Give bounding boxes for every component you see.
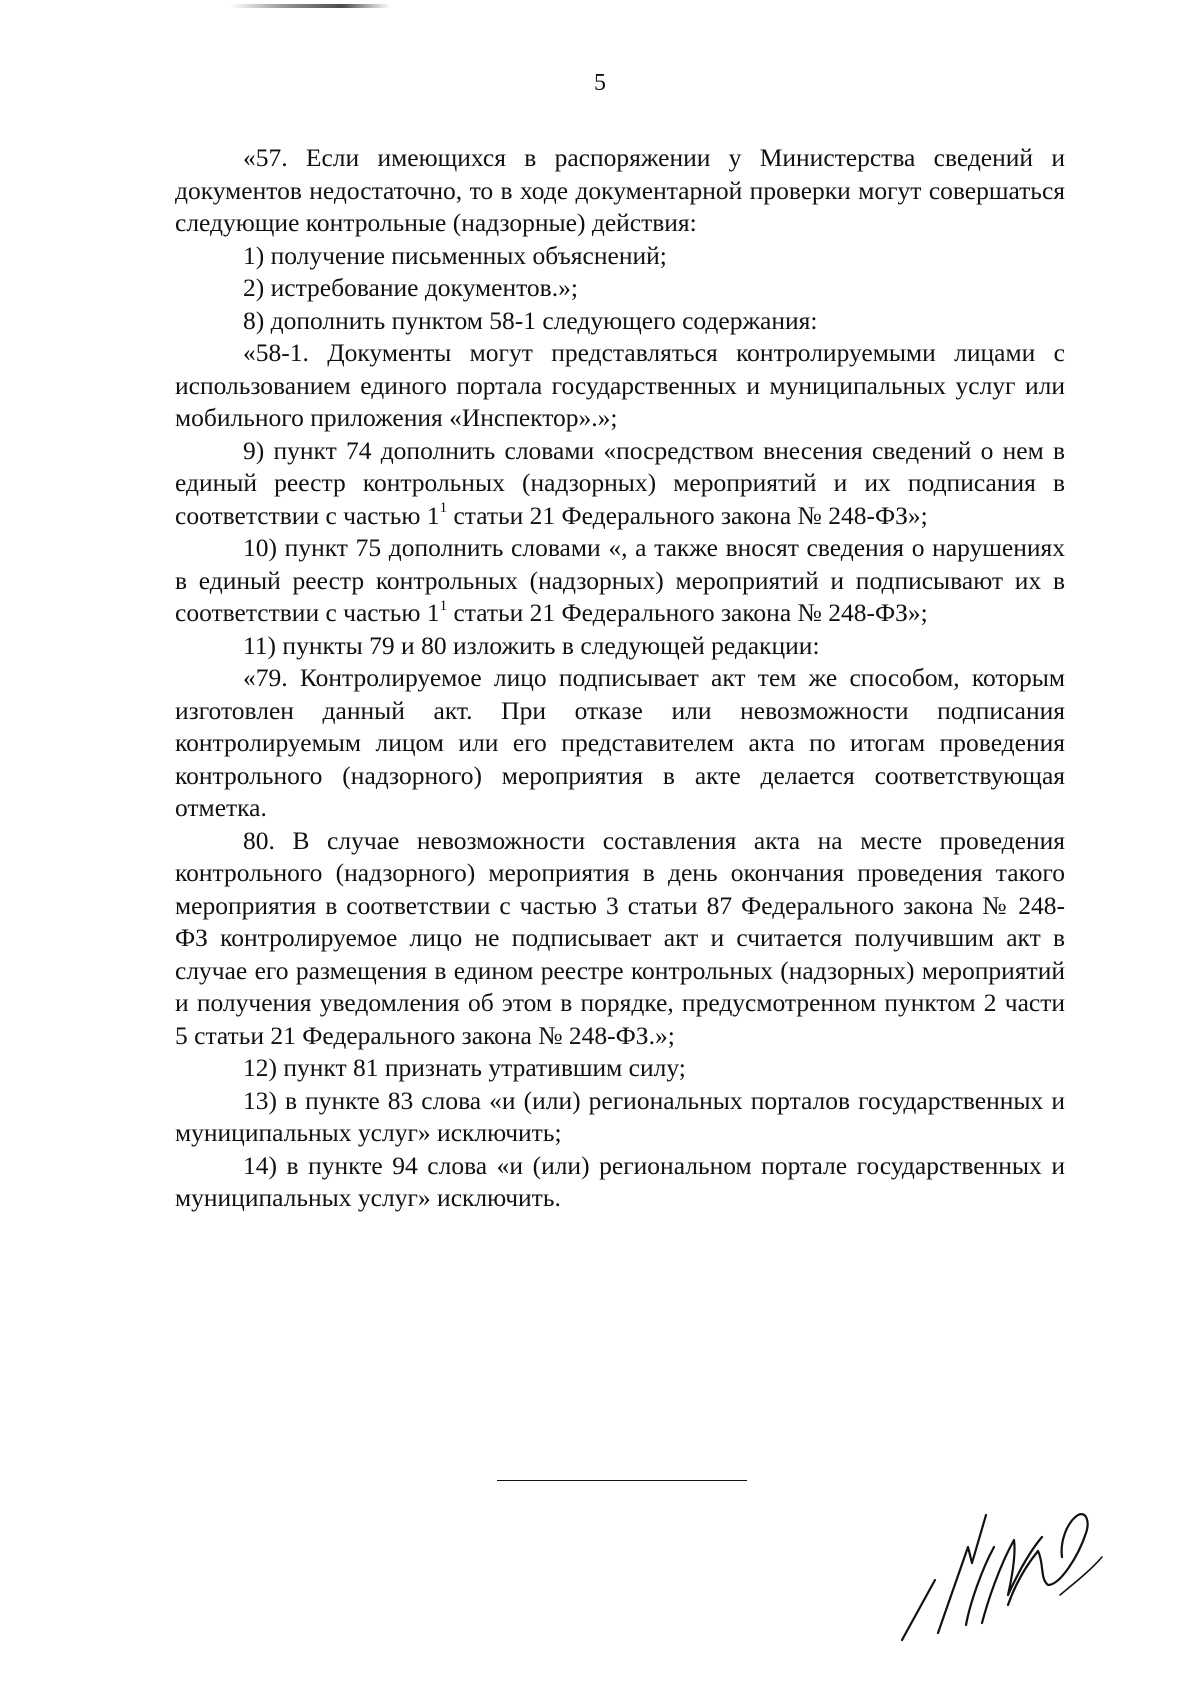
amendment-10 — [175, 532, 1065, 630]
paragraph-80: 80. В случае невозможности составления акта на месте проведения контрольного (надзорного) мероприятия в день окончания проведения такого мероприятия в соответствии с частью 3 статьи 87 Федерального закона № 248-ФЗ контролируемое лицо не подписывает акт и считается получившим акт в случае его размещения в едином реестре контрольных (надзорных) мероприятий и получения уведомления об этом в порядке, предусмотренном пунктом 2 части 5 статьи 21 Федерального закона № 248-ФЗ.»; — [175, 825, 1065, 1050]
amendment-10-text: 10) пункт 75 дополнить словами «, а также вносят сведения о нарушениях в единый реестр контрольных (надзорных) мероприятий и подписывают их в соответствии с частью 1 — [175, 533, 1065, 627]
paragraph-57: «57. Если имеющихся в распоряжении у Министерства сведений и документов недостаточно, то в ходе документарной проверки могут совершаться следующие контрольные (надзорные) действия: — [175, 143, 1065, 237]
amendment-12: 12) пункт 81 признать утратившим силу; — [243, 1053, 686, 1082]
scan-artifact — [230, 4, 390, 8]
paragraph-58-1: «58-1. Документы могут представляться контролируемыми лицами с использованием единого портала государственных и муниципальных услуг или мобильного приложения «Инспектор».»; — [175, 338, 1065, 432]
end-divider — [497, 1480, 747, 1481]
signature — [890, 1485, 1140, 1645]
amendment-10-tail: статьи 21 Федерального закона № 248-ФЗ»; — [447, 598, 928, 627]
amendment-10-superscript: 1 — [439, 597, 448, 614]
amendment-13: 13) в пункте 83 слова «и (или) региональных порталов государственных и муниципальных услуг» исключить; — [175, 1085, 1065, 1147]
page-number: 5 — [594, 70, 606, 96]
document-body — [175, 142, 1065, 1215]
amendment-9-superscript: 1 — [439, 500, 448, 516]
amendment-11: 11) пункты 79 и 80 изложить в следующей редакции: — [243, 630, 820, 660]
amendment-9 — [175, 435, 1065, 533]
amendment-9-text: 9) пункт 74 дополнить словами «посредством внесения сведений о нем в единый реестр контрольных (надзорных) мероприятий и их подписания в соответствии с частью 1 — [175, 435, 1065, 530]
paragraph-79: «79. Контролируемое лицо подписывает акт тем же способом, которым изготовлен данный акт. При отказе или невозможности подписания контролируемым лицом или его представителем акта по итогам проведения контрольного (надзорного) мероприятия в акте делается соответствующая отметка. — [175, 663, 1065, 822]
list-item-1: 1) получение письменных объяснений; — [243, 240, 667, 270]
amendment-8: 8) дополнить пунктом 58-1 следующего содержания: — [243, 305, 818, 335]
list-item-2: 2) истребование документов.»; — [243, 273, 578, 302]
amendment-14: 14) в пункте 94 слова «и (или) региональном портале государственных и муниципальных услуг» исключить. — [175, 1150, 1065, 1212]
amendment-9-tail: статьи 21 Федерального закона № 248-ФЗ»; — [447, 500, 928, 530]
